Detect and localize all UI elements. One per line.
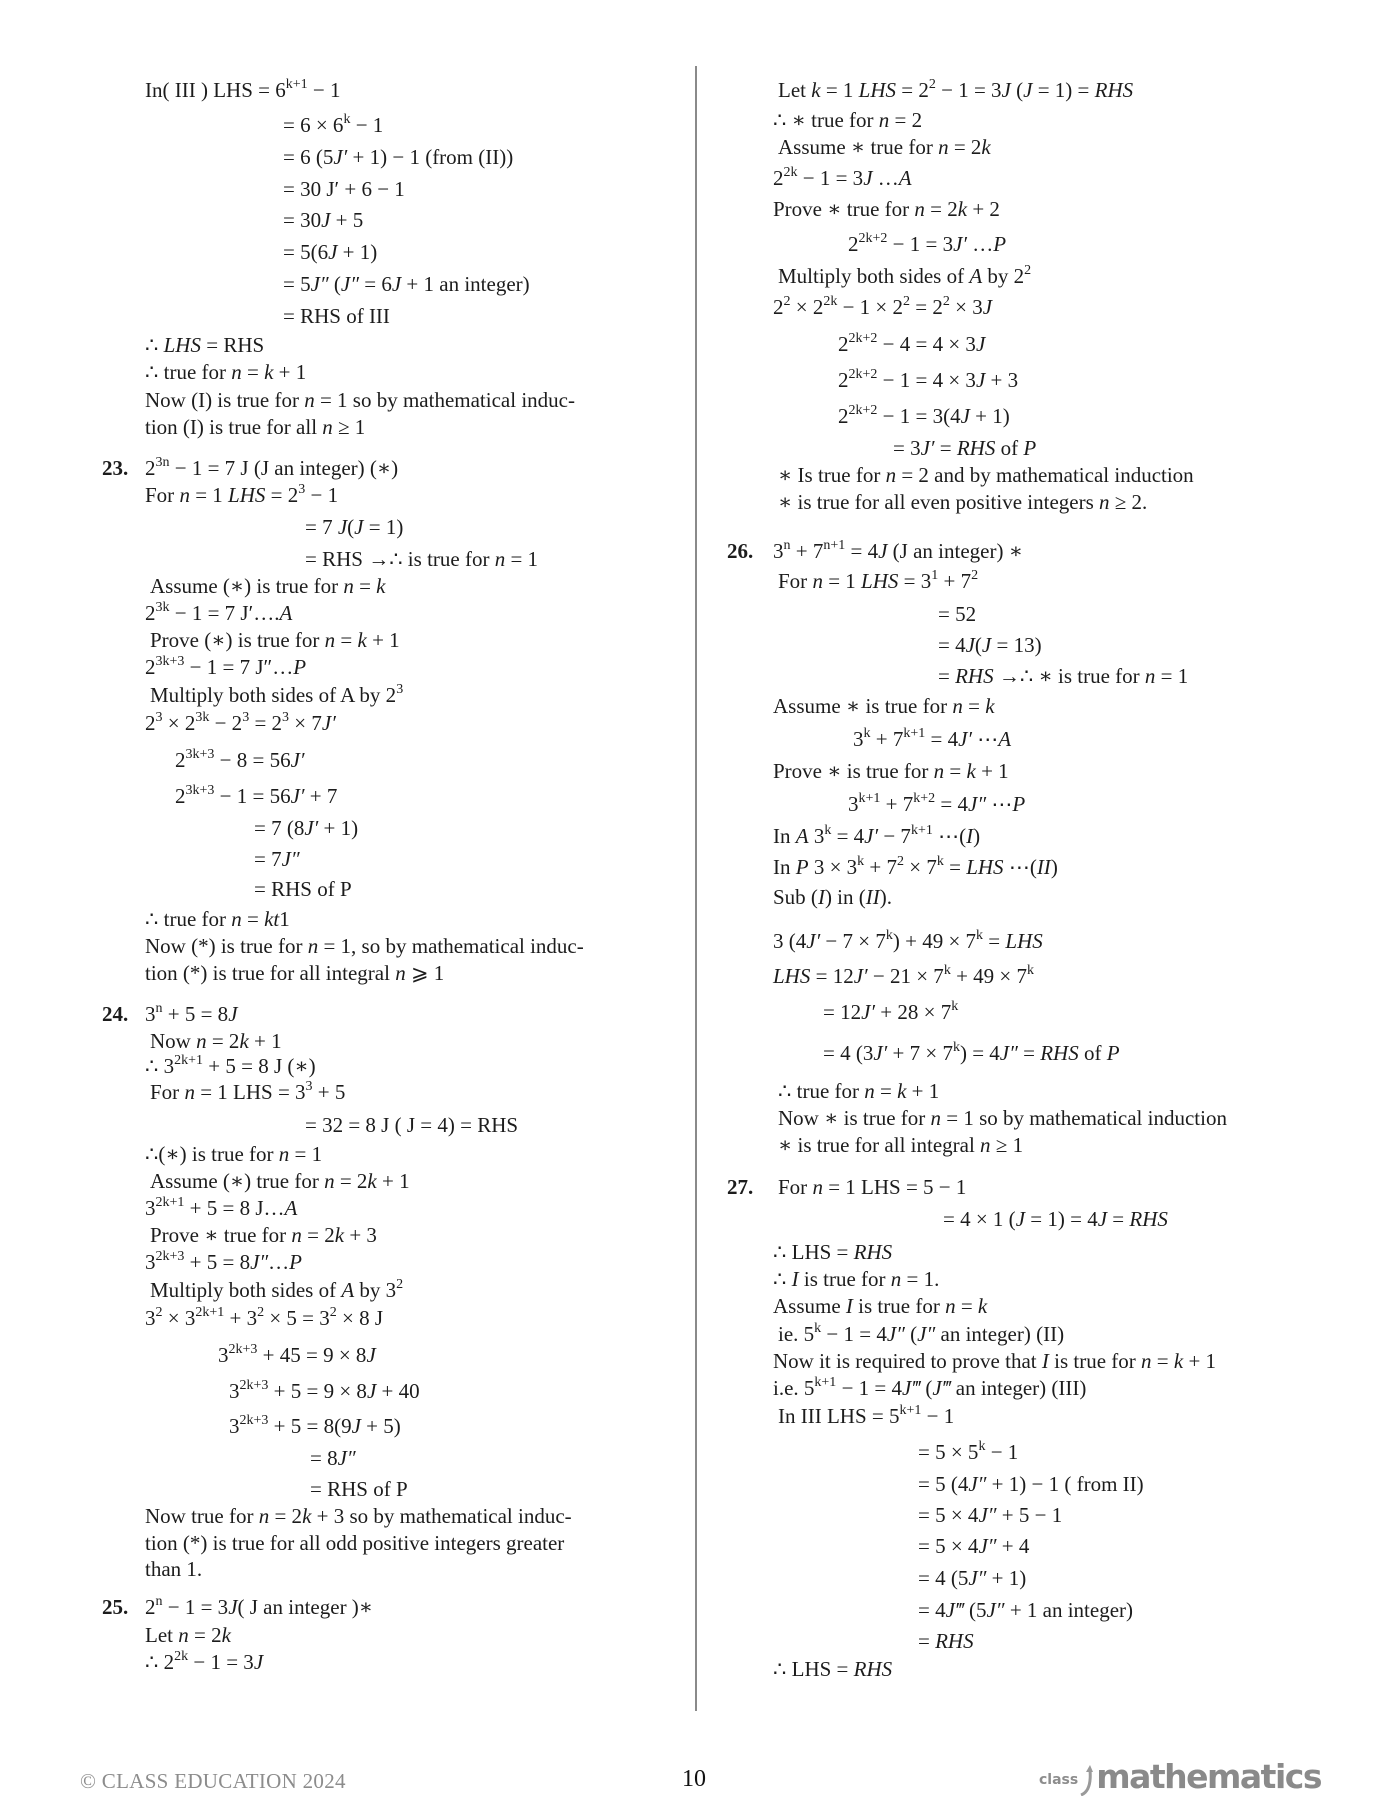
text-line: Prove ∗ true for n = 2k + 2 xyxy=(773,197,1000,221)
text-line: = 4J(J = 13) xyxy=(938,633,1042,657)
text-line: $2^{2k+2} - 4 = 4 \times 3J$ xyxy=(838,331,986,356)
text-line: $3^{2k+1} + 5 = 8$ J…A xyxy=(145,1195,298,1220)
text-line: = 4 × 1 (J = 1) = 4J = RHS xyxy=(943,1207,1168,1231)
footer-copyright: © CLASS EDUCATION 2024 xyxy=(80,1769,346,1793)
text-line: = 7J″ xyxy=(254,847,300,871)
text-line: = 7 J(J = 1) xyxy=(305,515,404,539)
text-line: Let k = 1 LHS = $2^2 - 1 = 3J$ (J = 1) = RHS xyxy=(778,77,1134,102)
text-line: = 5 × 4J″ + 5 − 1 xyxy=(918,1503,1063,1527)
text-line: $2^{3k+3} - 1 = 56J' + 7$ xyxy=(175,783,338,808)
text-line: i.e. $5^{k+1} - 1$ = 4J‴ (J‴ an integer) (III) xyxy=(773,1375,1087,1400)
text-line: = 5J″ (J″ = 6J + 1 an integer) xyxy=(283,272,530,296)
text-line: = 4 (5J″ + 1) xyxy=(918,1566,1027,1590)
text-line: Assume (∗) true for n = 2k + 1 xyxy=(150,1169,410,1193)
text-line: $2^{3n} - 1 = 7$ J (J an integer) (∗) xyxy=(145,455,399,480)
text-line: = $12J' + 28 \times 7^k$ xyxy=(823,999,959,1024)
text-line: Now (*) is true for n = 1, so by mathematical induc- xyxy=(145,934,584,958)
text-line: Assume ∗ true for n = 2k xyxy=(778,135,991,159)
text-line: ∴ ∗ true for n = 2 xyxy=(773,108,923,132)
class-mathematics-logo xyxy=(1039,1752,1321,1796)
text-line: $2^2 \times 2^{2k} - 1 \times 2^2 = 2^2 \times 3J$ xyxy=(773,294,993,319)
text-line: $2^{3k} - 1 = 7$ J′….A xyxy=(145,600,293,625)
text-line: ∴ $2^{2k} - 1 = 3J$ xyxy=(145,1649,264,1674)
text-line: 3 $(4J' - 7 \times 7^k) + 49 \times 7^k$ = LHS xyxy=(773,928,1043,953)
text-line: In A $3^k = 4J' - 7^{k+1}$ ⋯(I) xyxy=(773,823,981,848)
text-line: ∗ is true for all even positive integers n ≥ 2. xyxy=(778,490,1148,514)
text-line: For n = 1 LHS = $3^1 + 7^2$ xyxy=(778,568,979,593)
text-line: tion (*) is true for all odd positive integers greater xyxy=(145,1531,565,1555)
text-line: $2^{2k+2} - 1 = 3(4J + 1)$ xyxy=(838,403,1010,428)
text-line: $2^{2k} - 1 = 3J$ …A xyxy=(773,165,912,190)
text-line: In P $3 \times 3^k + 7^2 \times 7^k$ = LHS ⋯(II) xyxy=(773,854,1058,879)
text-line: = 30J + 5 xyxy=(283,208,364,232)
text-line: Now it is required to prove that I is true for n = k + 1 xyxy=(773,1349,1217,1373)
text-line: Prove ∗ is true for n = k + 1 xyxy=(773,759,1009,783)
text-line: $2^{3k+3} - 8 = 56J'$ xyxy=(175,747,305,772)
text-line: = 8J″ xyxy=(310,1446,356,1470)
text-line: = 30 J′ + 6 − 1 xyxy=(283,177,405,201)
text-line: Let n = 2k xyxy=(145,1623,231,1647)
text-line: = 52 xyxy=(938,602,977,626)
text-line: $2^n - 1 = 3J$( J an integer )∗ xyxy=(145,1594,374,1619)
text-line: $2^3 \times 2^{3k} - 2^3 = 2^3 \times 7J'$ xyxy=(145,710,336,735)
text-line: $2^{2k+2} - 1 = 3J'$ …P xyxy=(848,231,1007,256)
text-line: = 32 = 8 J ( J = 4) = RHS xyxy=(305,1113,519,1137)
text-line: For n = 1 LHS = $3^3 + 5$ xyxy=(150,1079,346,1104)
text-line: = RHS of III xyxy=(283,304,390,328)
text-line: ∗ is true for all integral n ≥ 1 xyxy=(778,1133,1024,1157)
text-line: = 6 (5J′ + 1) − 1 (from (II)) xyxy=(283,145,514,169)
text-line: Now (I) is true for n = 1 so by mathematical induc- xyxy=(145,388,575,412)
text-line: $3^{2k+3} + 5 = 8(9J + 5)$ xyxy=(229,1413,401,1438)
text-line: Prove ∗ true for n = 2k + 3 xyxy=(150,1223,377,1247)
question-number: 26. xyxy=(727,539,754,563)
text-line: tion (I) is true for all n ≥ 1 xyxy=(145,415,366,439)
text-line: = 5(6J + 1) xyxy=(283,240,378,264)
text-line: ∴ LHS = RHS xyxy=(773,1240,893,1264)
text-line: tion (*) is true for all integral n ⩾ 1 xyxy=(145,961,445,985)
text-line: $3^2 \times 3^{2k+1} + 3^2 \times 5 = 3^2 \times 8$ J xyxy=(145,1305,384,1330)
text-line: ∴ LHS = RHS xyxy=(145,333,265,357)
text-line: ∴ LHS = RHS xyxy=(773,1657,893,1681)
text-line: $3^k + 7^{k+1} = 4J'$ ⋯A xyxy=(853,726,1012,751)
text-line: $3^n + 5 = 8J$ xyxy=(145,1001,238,1026)
text-line: $3^n + 7^{n+1} = 4J$ (J an integer) ∗ xyxy=(773,538,1023,563)
text-line: = RHS of P xyxy=(310,1477,408,1501)
text-line: Multiply both sides of A by $2^2$ xyxy=(778,263,1032,288)
question-number: 24. xyxy=(102,1002,129,1026)
page-number: 10 xyxy=(682,1766,706,1792)
column-divider xyxy=(695,66,697,1711)
text-line: = RHS xyxy=(918,1629,974,1653)
question-number: 25. xyxy=(102,1595,129,1619)
text-line: $2^{3k+3} - 1 = 7$ J″…P xyxy=(145,654,307,679)
text-line: than 1. xyxy=(145,1557,203,1581)
text-line: In( III ) LHS = $6^{k+1} - 1$ xyxy=(145,77,341,102)
text-line: ∴(∗) is true for n = 1 xyxy=(145,1142,323,1166)
text-line: $3^{2k+3} + 5 = 9 \times 8J + 40$ xyxy=(229,1378,420,1403)
text-line: ie. $5^k - 1 = 4J''$ (J″ an integer) (II) xyxy=(778,1321,1065,1346)
text-line: Assume (∗) is true for n = k xyxy=(150,574,386,598)
text-line: = 4J‴ (5J″ + 1 an integer) xyxy=(918,1598,1134,1622)
text-line: ∗ Is true for n = 2 and by mathematical induction xyxy=(778,463,1194,487)
text-line: LHS = $12J' - 21 \times 7^k + 49 \times 7^k$ xyxy=(773,963,1034,988)
text-line: In III LHS = $5^{k+1} - 1$ xyxy=(778,1403,955,1428)
text-line: Sub (I) in (II). xyxy=(773,885,893,909)
text-line: Now true for n = 2k + 3 so by mathematical induc- xyxy=(145,1504,572,1528)
text-line: $3^{k+1} + 7^{k+2} = 4J''$ ⋯P xyxy=(848,791,1026,816)
text-line: = 4 $(3J' + 7 \times 7^k) = 4J''$ = RHS of P xyxy=(823,1040,1120,1065)
text-line: = $5 \times 5^k - 1$ xyxy=(918,1439,1019,1464)
text-line: ∴ $3^{2k+1} + 5 = 8$ J (∗) xyxy=(145,1053,316,1078)
text-line: ∴ true for n = k + 1 xyxy=(145,360,307,384)
text-line: Assume ∗ is true for n = k xyxy=(773,694,995,718)
logo-swoosh-icon xyxy=(1080,1764,1094,1796)
logo-large-text: mathematics xyxy=(1096,1757,1321,1796)
text-line: Multiply both sides of A by $2^3$ xyxy=(150,682,404,707)
question-number: 27. xyxy=(727,1175,754,1199)
text-line: = 7 (8J′ + 1) xyxy=(254,816,359,840)
text-line: = 5 (4J″ + 1) − 1 ( from II) xyxy=(918,1472,1144,1496)
text-line: = RHS →∴ ∗ is true for n = 1 xyxy=(938,664,1189,688)
text-line: = RHS →∴ is true for n = 1 xyxy=(305,547,539,571)
text-line: $3^{2k+3} + 45 = 9 \times 8J$ xyxy=(218,1342,376,1367)
text-line: $3^{2k+3} + 5$ = 8J″…P xyxy=(145,1249,302,1274)
text-line: Assume I is true for n = k xyxy=(773,1294,988,1318)
text-line: Now n = 2k + 1 xyxy=(150,1029,282,1053)
question-number: 23. xyxy=(102,456,129,480)
text-line: = $6 \times 6^k - 1$ xyxy=(283,112,384,137)
text-line: ∴ true for n = kt1 xyxy=(145,907,290,931)
text-line: = 3J′ = RHS of P xyxy=(893,436,1037,460)
logo-small-text: class xyxy=(1039,1772,1079,1788)
text-line: For n = 1 LHS = 5 − 1 xyxy=(778,1175,967,1199)
text-line: ∴ true for n = k + 1 xyxy=(778,1079,940,1103)
text-line: $2^{2k+2} - 1 = 4 \times 3J + 3$ xyxy=(838,367,1019,392)
text-line: Prove (∗) is true for n = k + 1 xyxy=(150,628,400,652)
text-line: ∴ I is true for n = 1. xyxy=(773,1267,940,1291)
text-line: Multiply both sides of A by $3^2$ xyxy=(150,1277,404,1302)
text-line: Now ∗ is true for n = 1 so by mathematical induction xyxy=(778,1106,1227,1130)
text-line: = 5 × 4J″ + 4 xyxy=(918,1534,1030,1558)
text-line: = RHS of P xyxy=(254,877,352,901)
text-line: For n = 1 LHS = $2^3 - 1$ xyxy=(145,482,339,507)
